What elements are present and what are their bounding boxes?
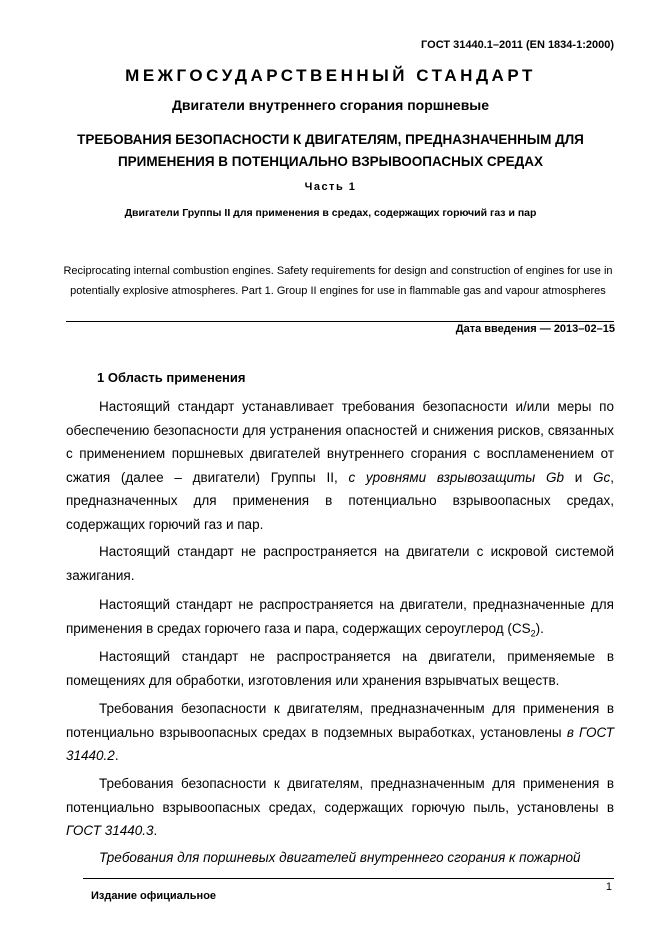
paragraph-italic: Gc xyxy=(592,469,611,485)
requirements-title: ТРЕБОВАНИЯ БЕЗОПАСНОСТИ К ДВИГАТЕЛЯМ, ПРЕДНАЗНАЧЕННЫМ ДЛЯ ПРИМЕНЕНИЯ В ПОТЕНЦИАЛЬНО ВЗРЫВООПАСНЫХ СРЕДАХ xyxy=(77,132,584,169)
footer-divider xyxy=(83,878,614,879)
paragraph-explosives xyxy=(66,645,614,692)
part-label: Часть 1 xyxy=(304,181,357,193)
paragraph-text: Настоящий стандарт не распространяется на двигатели, предназначенные для применения в средах горючего газа и пара, содержащих сероуглерод (CS xyxy=(66,597,614,636)
paragraph-spark-ignition xyxy=(66,540,614,587)
part-description: Двигатели Группы II для применения в средах, содержащих горючий газ и пар xyxy=(124,207,537,219)
subtitle: Двигатели внутреннего сгорания поршневые xyxy=(171,97,490,113)
paragraph-scope xyxy=(66,395,614,537)
section-heading: 1 Область применения xyxy=(97,370,246,385)
page-number: 1 xyxy=(605,881,612,893)
paragraph-fire xyxy=(66,846,614,870)
paragraph-italic: с уровнями взрывозащиты Gb xyxy=(348,469,564,485)
paragraph-underground xyxy=(66,697,614,768)
paragraph-text: и xyxy=(563,469,593,485)
paragraph-text: Настоящий стандарт не распространяется на двигатели, применяемые в помещениях для обработки, изготовления или хранения взрывчатых веществ. xyxy=(66,649,614,688)
reference-link: ГОСТ 31440.3 xyxy=(66,823,154,839)
paragraph-text: . xyxy=(153,823,158,839)
reference-link: в ГОСТ 31440.2 xyxy=(66,724,614,764)
header-divider xyxy=(66,321,614,322)
introduction-date: Дата введения — 2013–02–15 xyxy=(455,323,615,335)
paragraph-text: ). xyxy=(535,620,544,636)
english-title: Reciprocating internal combustion engines. Safety requirements for design and construction of engines for use in potentially explosive atmospheres. Part 1. Group II engines for use in flammable gas and vapour atmospheres xyxy=(63,265,613,297)
edition-label: Издание официальное xyxy=(91,890,217,902)
paragraph-text: Настоящий стандарт устанавливает требования безопасности и/или меры по обеспечению безопасности для устранения опасностей и снижения рисков, связанных с применением поршневых двигателей внутреннего сгорания с воспламенением от сжатия (далее – двигатели) Группы II, xyxy=(66,399,614,485)
paragraph-dust xyxy=(66,772,614,843)
paragraph-text: Требования безопасности к двигателям, предназначенным для применения в потенциально взрывоопасных средах в подземных выработках, установлены xyxy=(66,701,614,740)
paragraph-text: , предназначенных для применения в потенциально взрывоопасных средах, содержащих горючий газ и пар. xyxy=(66,469,614,532)
paragraph-carbon-disulfide xyxy=(66,593,614,646)
paragraph-text: . xyxy=(114,748,119,764)
paragraph-text: Настоящий стандарт не распространяется на двигатели с искровой системой зажигания. xyxy=(66,544,614,583)
paragraph-text: Требования безопасности к двигателям, предназначенным для применения в потенциально взрывоопасных средах, содержащих горючую пыль, установлены в xyxy=(66,776,614,815)
subscript: 2 xyxy=(530,628,536,639)
document-code: ГОСТ 31440.1–2011 (EN 1834-1:2000) xyxy=(421,39,614,51)
main-title: МЕЖГОСУДАРСТВЕННЫЙ СТАНДАРТ xyxy=(125,66,536,85)
paragraph-text: Требования для поршневых двигателей внутреннего сгорания к пожарной xyxy=(99,850,581,865)
